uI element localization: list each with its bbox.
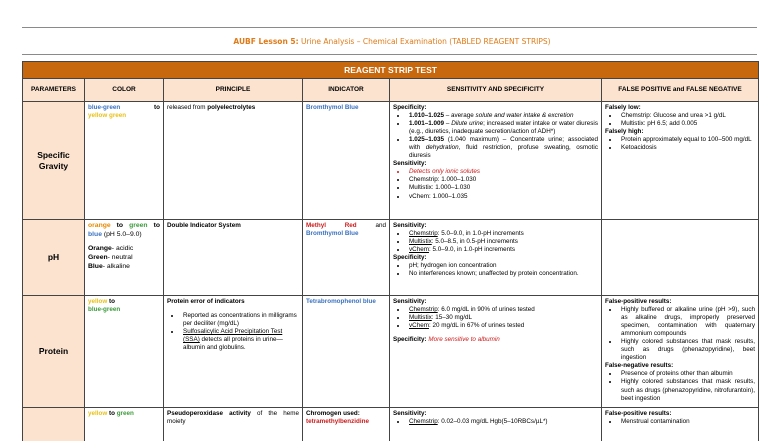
- row-specific-gravity: [23, 102, 759, 220]
- header-rule: [22, 27, 757, 28]
- sensitivity-blood: Sensitivity: • Chemstrip: 0.02–0.03 mg/dL Hgb(5–10RBCs/µL*): [390, 408, 602, 441]
- sensitivity-ph: Sensitivity: • Chemstrip: 5.0–9.0, in 1.0-pH increments • Multistix: 5.0–8.5, in 0.5-pH increments • vChem: 5.0–9.0, in 1.0-pH increments Specificity: • pH; hydrogen ion concentration • No interferences known; unaffected by protein concentration.: [390, 220, 602, 296]
- false-results-specific-gravity: Falsely low: • Chemstrip: Glucose and urea >1 g/dL • Multistix: pH 6.5; add 0.005 Falsely high: • Protein approximately equal to 100–500 mg/dL • Ketoacidosis: [602, 102, 759, 220]
- color-protein: yellow to blue-green: [85, 296, 164, 408]
- header-color: COLOR: [85, 79, 164, 102]
- false-results-ph: [602, 220, 759, 296]
- param-protein: Protein: [23, 296, 85, 408]
- sensitivity-protein: Sensitivity: • Chemstrip: 6.0 mg/dL in 90% of urines tested • Multistix: 15–30 mg/dL • vChem: 20 mg/dL in 67% of urines tested Specificity: More sensitive to albumin: [390, 296, 602, 408]
- color-ph: orange to green to blue (pH 5.0–9.0) Orange- acidic Green- neutral Blue- alkaline: [85, 220, 164, 296]
- param-ph: pH: [23, 220, 85, 296]
- false-results-protein: False-positive results: • Highly buffered or alkaline urine (pH >9), such as alkaline drugs, improperly preserved specimen, contamination with quaternary ammonium compounds • Highly colored substances that mask results, such as drugs (phenazopyridine), beet ingestion False-negative results: • Presence of proteins other than albumin • Highly colored substances that mask results, such as drugs (phenazopyridine, nitrofurantoin), beet ingestion: [602, 296, 759, 408]
- principle-blood: Pseudoperoxidase activity of the heme moiety: [164, 408, 303, 441]
- header-false-results: FALSE POSITIVE and FALSE NEGATIVE: [602, 79, 759, 102]
- table-header-row: [23, 79, 759, 102]
- color-blood: yellow to green: [85, 408, 164, 441]
- param-blood: [23, 408, 85, 441]
- document-title: AUBF Lesson 5: Urine Analysis – Chemical Examination (TABLED REAGENT STRIPS): [233, 37, 551, 46]
- false-results-blood: False-positive results: • Menstrual contamination: [602, 408, 759, 441]
- principle-specific-gravity: released from polyelectrolytes: [164, 102, 303, 220]
- principle-protein: Protein error of indicators • Reported as concentrations in milligrams per deciliter (mg/dL) • Sulfosalicylic Acid Precipitation Test (SSA) detects all proteins in urine—albumin and globulins.: [164, 296, 303, 408]
- row-protein: [23, 296, 759, 408]
- indicator-specific-gravity: Bromthymol Blue: [303, 102, 390, 220]
- sensitivity-specific-gravity: Specificity: • 1.010–1.025 – average solute and water intake & excretion • 1.001–1.009 – Dilute urine; increased water intake or water diuresis (e.g., diuretics, inadequate secretion/action of ADH*) • 1.025–1.035 (1.040 maximum) – Concentrate urine; associated with dehydration, fluid restriction, profuse sweating, osmotic diuresis Sensitivity: • Detects only ionic solutes • Chemstrip: 1.000–1.030 • Multistix: 1.000–1.030 • vChem: 1.000–1.035: [390, 102, 602, 220]
- header-principle: PRINCIPLE: [164, 79, 303, 102]
- indicator-protein: Tetrabromophenol blue: [303, 296, 390, 408]
- header-sensitivity: SENSITIVITY AND SPECIFICITY: [390, 79, 602, 102]
- header-parameters: PARAMETERS: [23, 79, 85, 102]
- indicator-ph: Methyl Red and Bromthymol Blue: [303, 220, 390, 296]
- reagent-strip-table: [22, 61, 759, 441]
- param-specific-gravity: Specific Gravity: [23, 102, 85, 220]
- indicator-blood: Chromogen used: tetramethylbenzidine: [303, 408, 390, 441]
- color-specific-gravity: blue-green to yellow green: [85, 102, 164, 220]
- header-indicator: INDICATOR: [303, 79, 390, 102]
- row-ph: [23, 220, 759, 296]
- row-blood: [23, 408, 759, 441]
- table-banner: REAGENT STRIP TEST: [23, 62, 759, 79]
- principle-ph: Double Indicator System: [164, 220, 303, 296]
- title-rule: [22, 54, 757, 55]
